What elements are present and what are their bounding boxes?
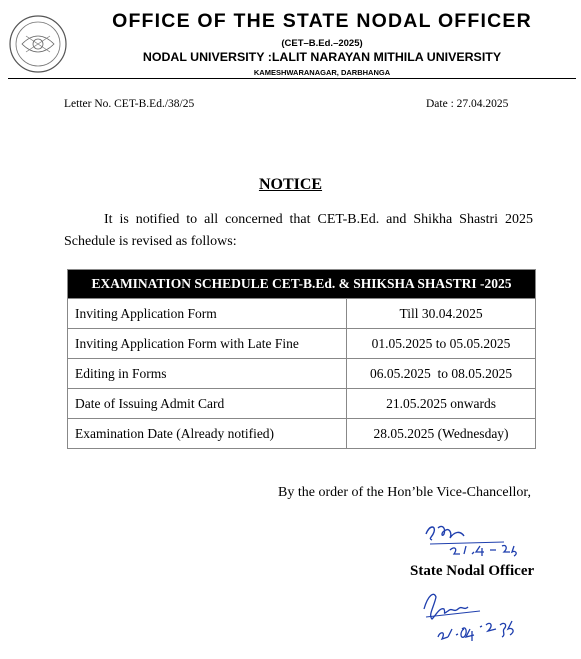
schedule-heading: EXAMINATION SCHEDULE CET-B.Ed. & SHIKSHA SHASTRI -2025 (68, 270, 536, 299)
header-divider (8, 78, 576, 79)
university-address: KAMESHWARANAGAR, DARBHANGA (253, 68, 391, 77)
program-subtitle: (CET–B.Ed.–2025) (281, 38, 363, 49)
table-row (68, 359, 536, 389)
signature-bottom (418, 585, 528, 650)
table-row (68, 419, 536, 449)
signature-top (420, 520, 540, 565)
order-line: By the order of the Hon’ble Vice-Chancellor, (278, 485, 531, 500)
date-cell: 01.05.2025 to 05.05.2025 (347, 329, 536, 359)
letter-number: Letter No. CET-B.Ed./38/25 (64, 98, 195, 110)
date-cell: 06.05.2025 to 08.05.2025 (347, 359, 536, 389)
university-seal-icon (8, 14, 68, 74)
table-row (68, 299, 536, 329)
event-cell: Examination Date (Already notified) (68, 419, 347, 449)
officer-designation: State Nodal Officer (410, 563, 535, 579)
schedule-table (67, 269, 536, 449)
table-row (68, 389, 536, 419)
university-name: NODAL UNIVERSITY :LALIT NARAYAN MITHILA UNIVERSITY (142, 50, 502, 64)
date-cell: 21.05.2025 onwards (347, 389, 536, 419)
letter-date: Date : 27.04.2025 (426, 98, 509, 110)
schedule-header-row (68, 270, 536, 299)
office-title: OFFICE OF THE STATE NODAL OFFICER (112, 10, 532, 32)
event-cell: Inviting Application Form with Late Fine (68, 329, 347, 359)
event-cell: Inviting Application Form (68, 299, 347, 329)
date-cell: Till 30.04.2025 (347, 299, 536, 329)
table-row (68, 329, 536, 359)
event-cell: Editing in Forms (68, 359, 347, 389)
date-cell: 28.05.2025 (Wednesday) (347, 419, 536, 449)
notice-body: It is notified to all concerned that CET-B.Ed. and Shikha Shastri 2025 Schedule is revised as follows: (64, 212, 533, 249)
notice-title: NOTICE (258, 176, 323, 193)
event-cell: Date of Issuing Admit Card (68, 389, 347, 419)
